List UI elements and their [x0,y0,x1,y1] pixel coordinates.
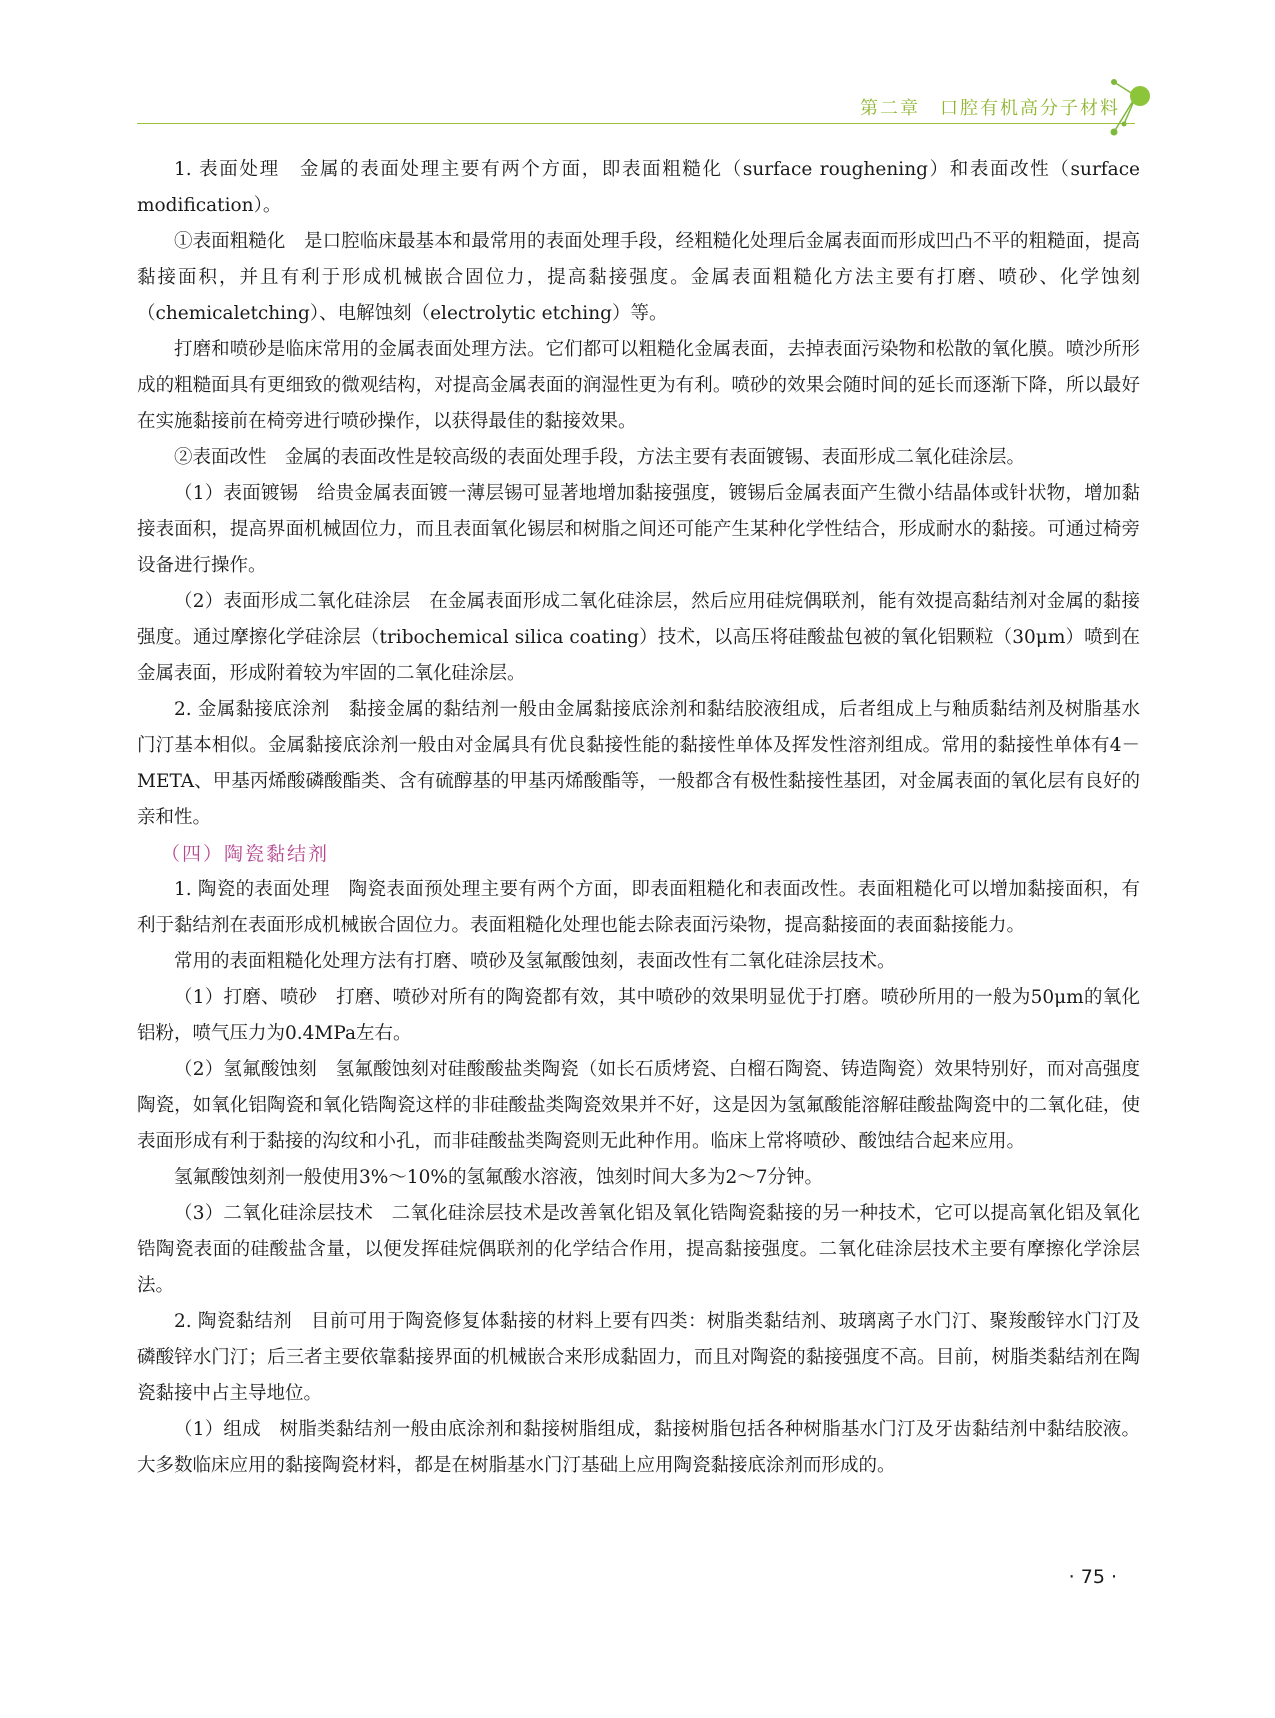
paragraph: （1）打磨、喷砂 打磨、喷砂对所有的陶瓷都有效，其中喷砂的效果明显优于打磨。喷砂所用的一般为50μm的氧化铝粉，喷气压力为0.4MPa左右。 [137,987,1140,1044]
section-heading: （四）陶瓷黏结剂 [161,843,330,865]
paragraph: （1）组成 树脂类黏结剂一般由底涂剂和黏接树脂组成，黏接树脂包括各种树脂基水门汀及牙齿黏结剂中黏结胶液。大多数临床应用的黏接陶瓷材料，都是在树脂基水门汀基础上应用陶瓷黏接底涂剂而形成的。 [137,1419,1140,1476]
paragraph: 氢氟酸蚀刻剂一般使用3%～10%的氢氟酸水溶液，蚀刻时间大多为2～7分钟。 [174,1167,824,1188]
running-header-chapter-title: 第二章 口腔有机高分子材料 [860,98,1120,119]
paragraph: 1. 陶瓷的表面处理 陶瓷表面预处理主要有两个方面，即表面粗糙化和表面改性。表面粗糙化可以增加黏接面积，有利于黏结剂在表面形成机械嵌合固位力。表面粗糙化处理也能去除表面污染物，提高黏接面的表面黏接能力。 [137,879,1140,936]
page-body [137,152,1140,1484]
page-number: · 75 · [1068,1566,1117,1588]
paragraph: （3）二氧化硅涂层技术 二氧化硅涂层技术是改善氧化铝及氧化锆陶瓷黏接的另一种技术，它可以提高氧化铝及氧化锆陶瓷表面的硅酸盐含量，以便发挥硅烷偶联剂的化学结合作用，提高黏接强度。二氧化硅涂层技术主要有摩擦化学涂层法。 [137,1203,1140,1296]
paragraph: 2. 陶瓷黏结剂 目前可用于陶瓷修复体黏接的材料上要有四类：树脂类黏结剂、玻璃离子水门汀、聚羧酸锌水门汀及磷酸锌水门汀；后三者主要依靠黏接界面的机械嵌合来形成黏固力，而且对陶瓷的黏接强度不高。目前，树脂类黏结剂在陶瓷黏接中占主导地位。 [137,1311,1140,1404]
paragraph: 2. 金属黏接底涂剂 黏接金属的黏结剂一般由金属黏接底涂剂和黏结胶液组成，后者组成上与釉质黏结剂及树脂基水门汀基本相似。金属黏接底涂剂一般由对金属具有优良黏接性能的黏接性单体及挥发性溶剂组成。常用的黏接性单体有4－META、甲基丙烯酸磷酸酯类、含有硫醇基的甲基丙烯酸酯等，一般都含有极性黏接性基团，对金属表面的氧化层有良好的亲和性。 [137,699,1140,828]
paragraph: ①表面粗糙化 是口腔临床最基本和最常用的表面处理手段，经粗糙化处理后金属表面而形成凹凸不平的粗糙面，提高黏接面积，并且有利于形成机械嵌合固位力，提高黏接强度。金属表面粗糙化方法主要有打磨、喷砂、化学蚀刻（chemicaletching）、电解蚀刻（electrolytic etching）等。 [137,231,1140,324]
paragraph: ②表面改性 金属的表面改性是较高级的表面处理手段，方法主要有表面镀锡、表面形成二氧化硅涂层。 [174,447,1026,468]
paragraph: 常用的表面粗糙化处理方法有打磨、喷砂及氢氟酸蚀刻，表面改性有二氧化硅涂层技术。 [174,951,896,972]
paragraph: 1. 表面处理 金属的表面处理主要有两个方面，即表面粗糙化（surface roughening）和表面改性（surface modification）。 [137,159,1140,216]
paragraph: 打磨和喷砂是临床常用的金属表面处理方法。它们都可以粗糙化金属表面，去掉表面污染物和松散的氧化膜。喷沙所形成的粗糙面具有更细致的微观结构，对提高金属表面的润湿性更为有利。喷砂的效果会随时间的延长而逐渐下降，所以最好在实施黏接前在椅旁进行喷砂操作，以获得最佳的黏接效果。 [137,339,1140,432]
header-rule [137,123,1135,124]
molecule-icon [1104,78,1164,138]
paragraph: （2）表面形成二氧化硅涂层 在金属表面形成二氧化硅涂层，然后应用硅烷偶联剂，能有效提高黏结剂对金属的黏接强度。通过摩擦化学硅涂层（tribochemical silica coating）技术，以高压将硅酸盐包被的氧化铝颗粒（30μm）喷到在金属表面，形成附着较为牢固的二氧化硅涂层。 [137,591,1140,684]
paragraph: （1）表面镀锡 给贵金属表面镀一薄层锡可显著地增加黏接强度，镀锡后金属表面产生微小结晶体或针状物，增加黏接表面积，提高界面机械固位力，而且表面氧化锡层和树脂之间还可能产生某种化学性结合，形成耐水的黏接。可通过椅旁设备进行操作。 [137,483,1140,576]
paragraph: （2）氢氟酸蚀刻 氢氟酸蚀刻对硅酸酸盐类陶瓷（如长石质烤瓷、白榴石陶瓷、铸造陶瓷）效果特别好，而对高强度陶瓷，如氧化铝陶瓷和氧化锆陶瓷这样的非硅酸盐类陶瓷效果并不好，这是因为氢氟酸能溶解硅酸盐陶瓷中的二氧化硅，使表面形成有利于黏接的沟纹和小孔，而非硅酸盐类陶瓷则无此种作用。临床上常将喷砂、酸蚀结合起来应用。 [137,1059,1140,1152]
